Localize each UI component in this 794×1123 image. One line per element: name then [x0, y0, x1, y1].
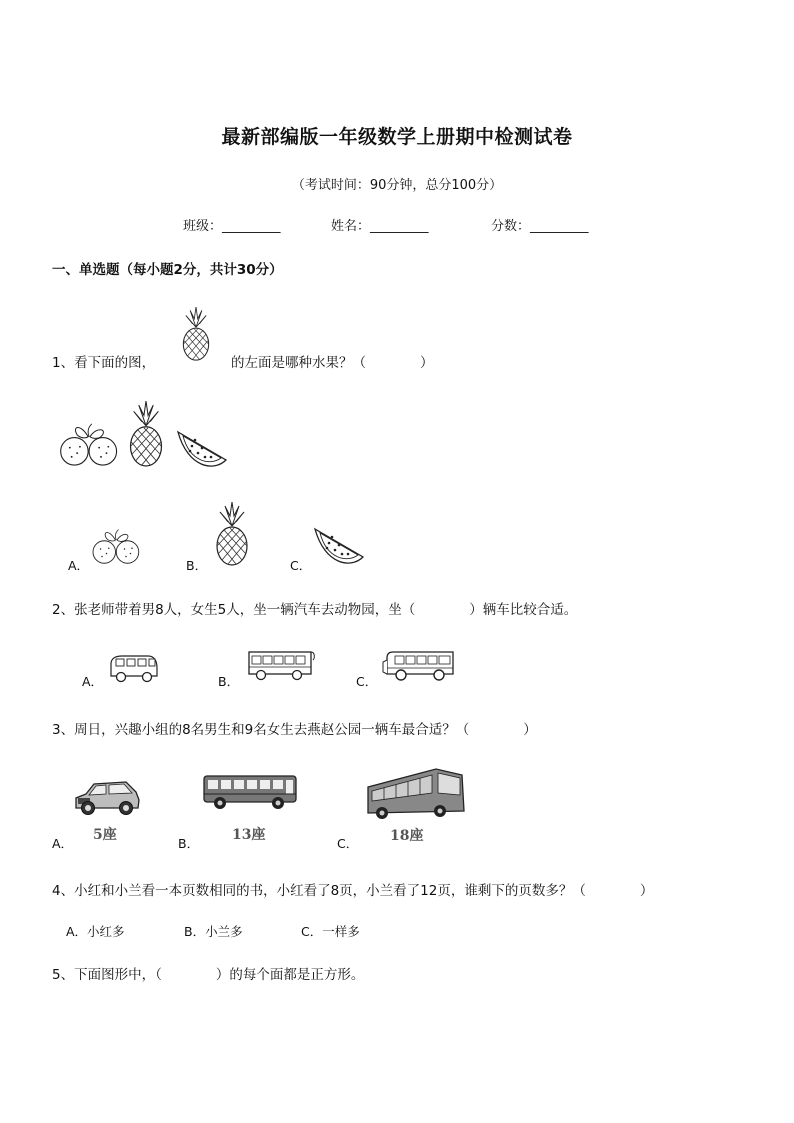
question-2-option-b[interactable]: B． [218, 674, 240, 689]
page-title: 最新部编版一年级数学上册期中检测试卷 [221, 126, 573, 148]
seat-caption-18: 18座 [390, 828, 424, 844]
exam-subtitle: （考试时间：90分钟，总分100分） [291, 178, 503, 193]
coach-icon[interactable] [380, 648, 458, 684]
seat-caption-5: 5座 [93, 827, 117, 843]
name-field[interactable]: 姓名：_________ [331, 219, 429, 234]
pineapple-icon [179, 307, 213, 361]
watermelon-icon[interactable] [311, 523, 367, 565]
fruits-icon[interactable] [90, 526, 144, 566]
question-1-text-after: 的左面是哪种水果？（ ） [231, 355, 434, 371]
bus-18-seat-icon[interactable] [366, 765, 466, 825]
question-1-option-c[interactable]: C． [290, 558, 312, 573]
question-3-option-b[interactable]: B． [178, 836, 200, 851]
question-3-option-a[interactable]: A． [52, 836, 74, 851]
watermelon-icon [174, 426, 230, 468]
question-2-option-c[interactable]: C． [356, 674, 378, 689]
question-1-option-a[interactable]: A． [68, 558, 90, 573]
minibus-icon[interactable] [108, 652, 160, 684]
question-4-option-a[interactable]: A．小红多 [66, 924, 125, 939]
suv-icon[interactable] [72, 777, 142, 819]
question-4-text: 4、小红和小兰看一本页数相同的书，小红看了8页，小兰看了12页，谁剩下的页数多？（ ） [52, 883, 654, 899]
pineapple-icon [125, 401, 167, 467]
section-heading: 一、单选题（每小题2分，共计30分） [52, 262, 283, 278]
question-5-text: 5、下面图形中，（ ）的每个面都是正方形。 [52, 967, 365, 983]
question-4-option-b[interactable]: B．小兰多 [184, 924, 243, 939]
fruits-icon [57, 420, 123, 468]
question-2-text: 2、张老师带着男8人，女生5人，坐一辆汽车去动物园，坐（ ）辆车比较合适。 [52, 602, 578, 618]
seat-caption-13: 13座 [232, 827, 266, 843]
question-2-option-a[interactable]: A． [82, 674, 104, 689]
question-4-option-c[interactable]: C．一样多 [301, 924, 360, 939]
bus-icon[interactable] [247, 648, 317, 682]
bus-13-seat-icon[interactable] [202, 772, 298, 812]
question-1-option-b[interactable]: B． [186, 558, 208, 573]
question-3-option-c[interactable]: C． [337, 836, 359, 851]
question-1-text-before: 1、看下面的图， [52, 355, 156, 371]
question-3-text: 3、周日，兴趣小组的8名男生和9名女生去燕赵公园一辆车最合适？（ ） [52, 722, 537, 738]
pineapple-icon[interactable] [212, 502, 252, 566]
class-field[interactable]: 班级：_________ [183, 219, 281, 234]
score-field[interactable]: 分数：_________ [491, 219, 589, 234]
